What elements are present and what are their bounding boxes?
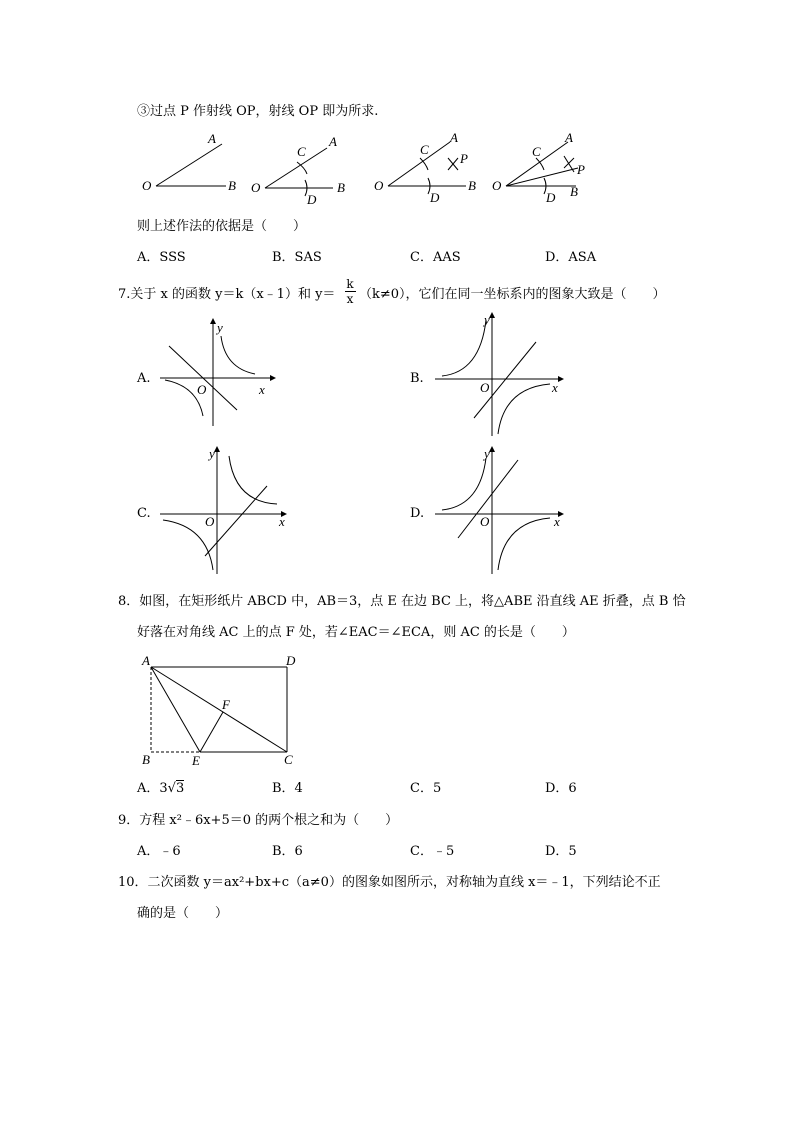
q7-option-c: C. — [137, 506, 151, 521]
q6-figure-3 — [370, 128, 490, 208]
origin: O — [480, 380, 490, 395]
q7-suffix: （k≠0），它们在同一坐标系内的图象大致是（ ） — [359, 287, 666, 302]
q7-option-d: D. — [410, 506, 425, 521]
q6-figure-4 — [492, 128, 612, 208]
label-C: C — [297, 144, 306, 159]
q8-option-a — [137, 781, 184, 797]
label-A: A — [450, 130, 458, 145]
label-C: C — [284, 752, 293, 767]
q8-option-a-label: A．3 — [137, 781, 168, 796]
q8-option-d: D．6 — [545, 781, 577, 796]
q6-figure-1 — [130, 128, 250, 198]
axis-x: x — [259, 382, 265, 397]
q7-frac-den: x — [346, 292, 354, 306]
label-P: P — [577, 162, 585, 177]
axis-y: y — [484, 446, 490, 461]
label-O: O — [142, 178, 152, 193]
axis-y: y — [484, 312, 490, 327]
axis-y: y — [209, 446, 215, 461]
q6-step3: ③过点 P 作射线 OP，射线 OP 即为所求. — [137, 104, 379, 119]
label-B: B — [570, 184, 578, 199]
label-O: O — [492, 178, 502, 193]
q8-option-b: B．4 — [272, 781, 303, 796]
q6-question: 则上述作法的依据是（ ） — [137, 219, 307, 234]
q7-graph-a — [155, 318, 275, 428]
label-A: A — [142, 653, 150, 668]
label-E: E — [192, 753, 200, 768]
q6-option-a: A．SSS — [137, 250, 186, 265]
q6-option-b: B．SAS — [272, 250, 322, 265]
q8-option-c: C．5 — [410, 781, 442, 796]
label-O: O — [374, 178, 384, 193]
axis-x: x — [552, 380, 558, 395]
label-D: D — [430, 190, 440, 205]
q6-figure-2 — [245, 128, 365, 208]
q6-option-c: C．AAS — [410, 250, 461, 265]
q7-fraction — [343, 278, 357, 305]
sqrt-icon: √ — [167, 781, 176, 796]
label-A: A — [208, 131, 216, 146]
q8-sqrt-value: 3 — [175, 781, 185, 796]
axis-x: x — [279, 514, 285, 529]
label-D: D — [546, 190, 556, 205]
q9-option-a: A．﹣6 — [137, 844, 181, 859]
q7-option-a: A. — [137, 371, 151, 386]
axis-x: x — [554, 514, 560, 529]
q6-option-d: D．ASA — [545, 250, 597, 265]
q7-graph-b — [430, 312, 570, 437]
label-C: C — [532, 144, 541, 159]
q7-option-b: B. — [410, 371, 424, 386]
origin: O — [205, 514, 215, 529]
q8-line2: 好落在对角线 AC 上的点 F 处，若∠EAC＝∠ECA，则 AC 的长是（ ） — [137, 625, 575, 640]
label-B: B — [142, 752, 150, 767]
q7-graph-d — [430, 446, 570, 576]
q7-graph-c — [155, 446, 295, 576]
q8-line1: 8．如图，在矩形纸片 ABCD 中，AB＝3，点 E 在边 BC 上，将△ABE 沿直线 AE 折叠，点 B 恰 — [118, 594, 686, 609]
q10-line2: 确的是（ ） — [137, 906, 229, 921]
axis-y: y — [217, 320, 223, 335]
label-P: P — [460, 151, 468, 166]
q10-line1: 10．二次函数 y＝ax²+bx+c（a≠0）的图象如图所示，对称轴为直线 x＝﹣1，下列结论不正 — [118, 875, 661, 890]
label-C: C — [420, 142, 429, 157]
q9-option-c: C．﹣5 — [410, 844, 455, 859]
q7-prefix: 7.关于 x 的函数 y＝k（x﹣1）和 y＝ — [118, 287, 336, 302]
label-A: A — [329, 134, 337, 149]
label-B: B — [468, 178, 476, 193]
origin: O — [197, 382, 207, 397]
label-B: B — [337, 180, 345, 195]
label-D: D — [307, 192, 317, 207]
label-O: O — [251, 180, 261, 195]
origin: O — [480, 514, 490, 529]
label-B: B — [228, 178, 236, 193]
q8-rectangle-figure — [140, 652, 310, 772]
q9-option-d: D．5 — [545, 844, 577, 859]
label-F: F — [222, 697, 230, 712]
q7-frac-num: k — [346, 277, 354, 291]
label-D: D — [286, 653, 296, 668]
q9-option-b: B．6 — [272, 844, 303, 859]
q9-text: 9．方程 x²﹣6x+5＝0 的两个根之和为（ ） — [118, 813, 399, 828]
label-A: A — [565, 130, 573, 145]
